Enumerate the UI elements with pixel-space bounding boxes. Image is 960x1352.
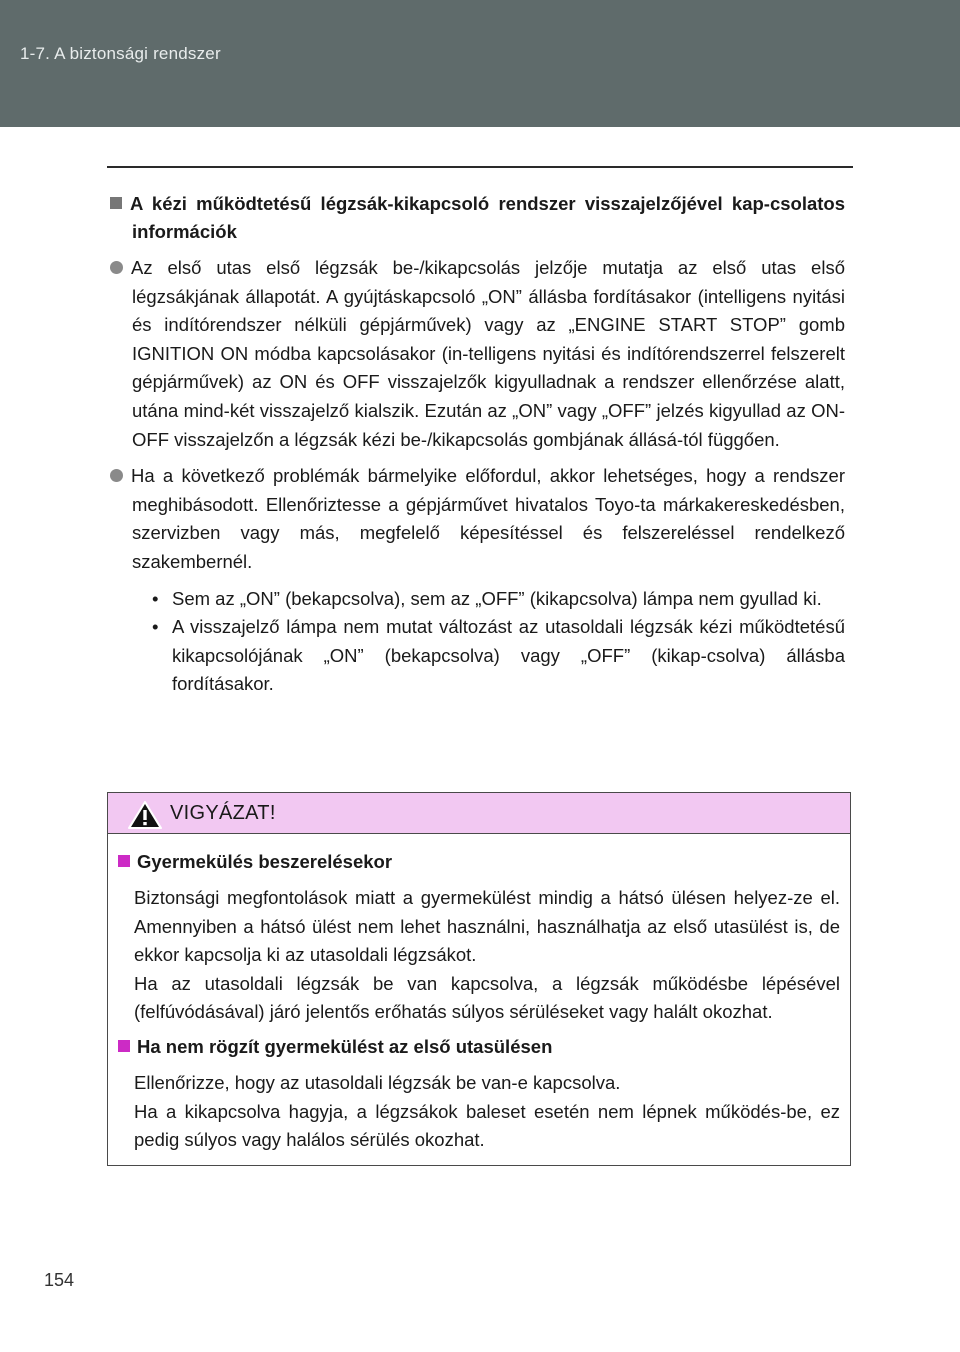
paragraph-indicator-info — [110, 254, 845, 454]
warning-box — [107, 792, 851, 1166]
warning-text-line: Ellenőrizze, hogy az utasoldali légzsák be van-e kapcsolva. — [134, 1071, 621, 1093]
chapter-title: 1-7. A biztonsági rendszer — [20, 44, 221, 63]
warning-text-line: Biztonsági megfontolások miatt a gyermekülést mindig a hátsó ülésen helyez-ze el. Amennyiben a hátsó ülést nem lehet használni, használhatja az első utasülést is, de ekkor kapcsolja ki az utasoldali légzsákot. — [134, 887, 840, 966]
warning-item-text — [118, 884, 840, 1027]
paragraph-text: Az első utas első légzsák be-/kikapcsolás jelzője mutatja az első utas első légzsákjának állapotát. A gyújtáskapcsoló „ON” állásba fordításakor (intelligens nyitási és indítórendszer nélküli gépjárművek) vagy az „ENGINE START STOP” gomb IGNITION ON módba kapcsolásakor (in-telligens nyitási és indítórendszerrel felszerelt gépjárművek) az ON és OFF visszajelzők kigyulladnak a rendszer ellenőrzése alatt, utána mind-két visszajelző kialszik. Ezután az „ON” vagy „OFF” jelzés kigyullad az ON-OFF visszajelzőn a légzsák kézi be-/kikapcsolás gombjának állásá-tól függően. — [131, 257, 845, 450]
warning-text-line: Ha a kikapcsolva hagyja, a légzsákok baleset esetén nem lépnek működés-be, ez pedig súlyos vagy halálos sérülés okozhat. — [134, 1100, 840, 1151]
warning-title: VIGYÁZAT! — [170, 802, 276, 824]
divider — [107, 166, 853, 168]
info-section — [110, 190, 845, 699]
section-heading — [110, 190, 845, 246]
warning-text-line: Ha az utasoldali légzsák be van kapcsolva, a légzsák működésbe lépésével (felfúvódásával) járó jelentős erőhatás súlyos sérüléseket vagy halált okozhat. — [134, 972, 840, 1023]
square-bullet-icon — [118, 1040, 130, 1052]
warning-item-text — [118, 1069, 840, 1155]
warning-item-heading-text: Ha nem rögzít gyermekülést az első utasülésen — [137, 1035, 553, 1057]
malfunction-list — [152, 585, 845, 699]
section-heading-text: A kézi működtetésű légzsák-kikapcsoló rendszer visszajelzőjével kap-csolatos információk — [130, 193, 845, 242]
warning-item-heading — [118, 1033, 840, 1061]
paragraph-text: Ha a következő problémák bármelyike előfordul, akkor lehetséges, hogy a rendszer meghibásodott. Ellenőriztesse a gépjárművet hivatalos Toyo-ta márkakereskedésben, szervizben vagy más, megfelelő képesítéssel és felszereléssel rendelkező szakembernél. — [131, 465, 845, 572]
square-bullet-icon — [118, 855, 130, 867]
list-item: • A visszajelző lámpa nem mutat változást az utasoldali légzsák kézi működtetésű kikapcsolójának „ON” (bekapcsolva) vagy „OFF” (kikap-csolva) állásba fordításakor. — [152, 613, 845, 699]
page-header — [0, 0, 960, 127]
list-item: • Sem az „ON” (bekapcsolva), sem az „OFF” (kikapcsolva) lámpa nem gyullad ki. — [152, 585, 845, 614]
circle-bullet-icon — [110, 469, 123, 482]
warning-body — [108, 834, 850, 1155]
square-bullet-icon — [110, 197, 122, 209]
circle-bullet-icon — [110, 261, 123, 274]
warning-item-heading-text: Gyermekülés beszerelésekor — [137, 851, 393, 872]
warning-header — [108, 793, 850, 834]
warning-item-heading — [118, 848, 840, 876]
paragraph-malfunction — [110, 462, 845, 576]
page-number: 154 — [44, 1270, 75, 1290]
warning-triangle-icon — [128, 801, 162, 829]
